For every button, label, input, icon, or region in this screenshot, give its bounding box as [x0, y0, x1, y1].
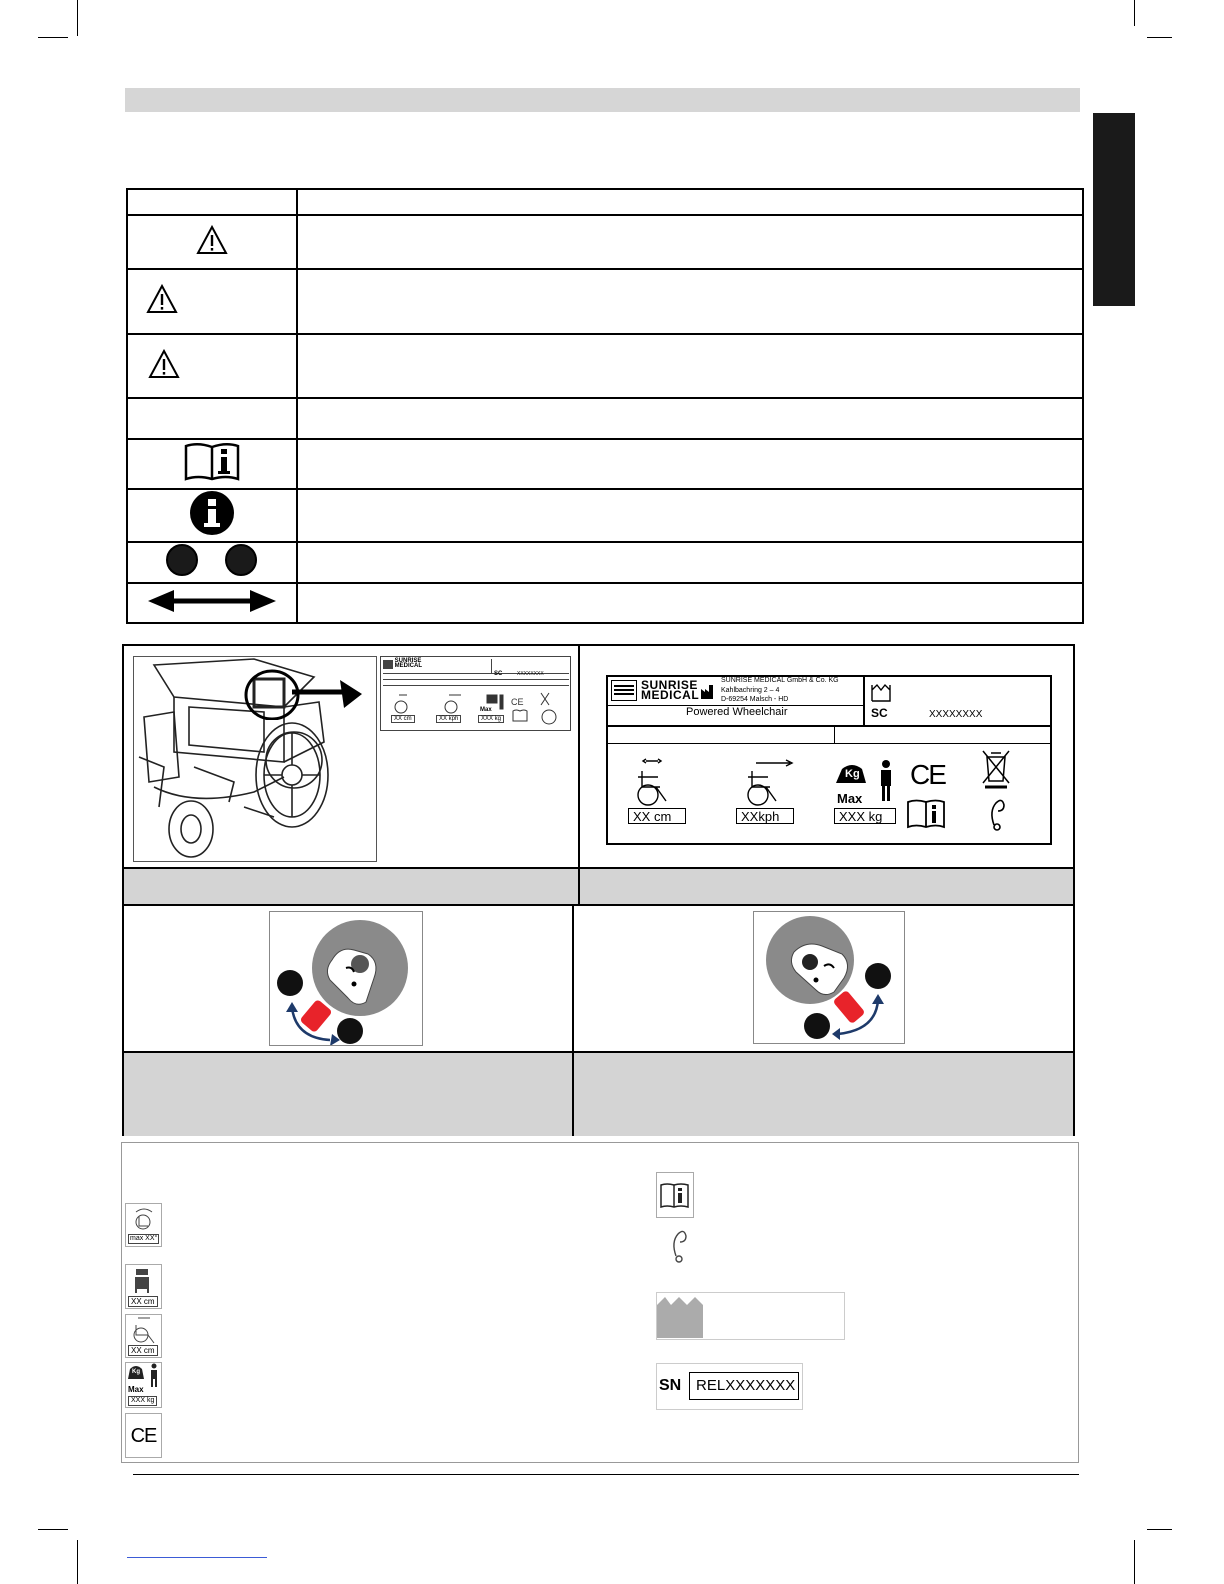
crop-mark [1147, 1529, 1172, 1530]
weight-legend-value: XXX kg [128, 1396, 157, 1406]
lever-caption-left [124, 1051, 572, 1136]
company-city: D-69254 Malsch - HD [721, 696, 789, 703]
crop-mark [77, 0, 78, 36]
width-icon-tile [125, 1314, 162, 1358]
ce-icon-tile [125, 1413, 162, 1458]
callout-arrow [240, 660, 365, 720]
manual-info-icon [906, 799, 946, 829]
weight-value: XXX [839, 809, 866, 824]
max-label: Max [837, 791, 863, 806]
speed-unit: kph [758, 809, 780, 824]
rel-value: XXXXXXX [725, 1377, 796, 1394]
crop-mark [38, 1529, 68, 1530]
small-label: SUNRISE MEDICAL SC XXXXXXXX XX cm XX kph Max XXX kg CE [380, 656, 571, 731]
serial-number: XXXXXXXX [929, 709, 983, 720]
lever-caption-right [574, 1051, 1073, 1136]
serial-plate [656, 1363, 803, 1410]
warning-icon [146, 284, 178, 314]
crash-hook-icon [668, 1228, 690, 1264]
small-weight: XXX kg [478, 715, 504, 723]
crop-mark [1134, 1540, 1135, 1584]
sunrise-medical-logo [611, 680, 637, 701]
sn-label: SN [659, 1377, 682, 1394]
ce-mark: CE [910, 759, 945, 790]
brand-line-2: MEDICAL [641, 688, 700, 702]
caption-band [124, 867, 1073, 906]
product-name: Powered Wheelchair [686, 706, 788, 718]
width-value-box [628, 808, 686, 824]
crash-hook-icon [986, 797, 1008, 831]
small-width: XX cm [391, 715, 415, 723]
manufacture-date-icon [871, 682, 891, 702]
weight-unit: kg [868, 809, 883, 824]
double-arrow-icon [146, 588, 278, 614]
weight-value-box [834, 808, 896, 824]
footer-link-underline [127, 1557, 267, 1558]
crop-mark [1134, 0, 1135, 26]
tilt-value: max XX° [130, 1235, 158, 1242]
company-street: Kahlbachring 2 – 4 [721, 687, 780, 694]
manual-info-icon [183, 442, 241, 482]
legend-panel [121, 1142, 1079, 1463]
ce-legend-mark: CE [130, 1425, 157, 1447]
svg-text:CE: CE [511, 697, 524, 707]
speed-value-box [736, 808, 794, 824]
company-name: SUNRISE MEDICAL GmbH & Co. KG [721, 677, 839, 684]
rel-prefix: REL [696, 1377, 726, 1394]
width-legend-value: XX cm [128, 1345, 158, 1356]
speed-value: XX [741, 809, 759, 824]
crop-mark [38, 37, 68, 38]
manufacture-date-box [656, 1292, 845, 1340]
manufacturer-icon [701, 685, 715, 699]
sc-label: SC [871, 706, 888, 720]
seat-height-value: XX cm [128, 1296, 158, 1307]
weee-bin-icon [981, 749, 1011, 791]
warning-icon [148, 349, 180, 379]
brand-line-1: SUNRISE [641, 678, 698, 692]
kg-badge: Kg [845, 768, 860, 780]
caption-divider [578, 867, 580, 906]
lever-diagram-right [753, 911, 905, 1044]
small-serial: XXXXXXXX [517, 671, 544, 677]
tilt-icon-tile [125, 1203, 162, 1247]
product-label [606, 675, 1052, 845]
small-speed: XX kph [436, 715, 461, 723]
width-wheelchair-icon [628, 757, 674, 807]
seat-height-icon-tile [125, 1264, 162, 1309]
manual-icon-tile [656, 1172, 694, 1218]
small-sc-label: SC [494, 671, 503, 677]
warning-icon [196, 225, 228, 255]
step-markers-icon [165, 543, 259, 577]
footer-rule [133, 1474, 1079, 1475]
info-icon [189, 490, 235, 536]
speed-wheelchair-icon [740, 757, 798, 807]
symbol-table [126, 188, 1084, 624]
language-tab [1093, 113, 1135, 306]
weight-kg-badge: Kg [132, 1369, 140, 1375]
width-unit: cm [653, 809, 672, 824]
lever-diagram-left [269, 911, 423, 1046]
weight-max-label: Max [128, 1385, 144, 1394]
header-band [125, 88, 1080, 112]
width-value: XX [633, 809, 651, 824]
weight-icon-tile [125, 1362, 162, 1408]
crop-mark [77, 1540, 78, 1584]
crop-mark [1147, 37, 1172, 38]
small-max-label: Max [480, 707, 492, 713]
